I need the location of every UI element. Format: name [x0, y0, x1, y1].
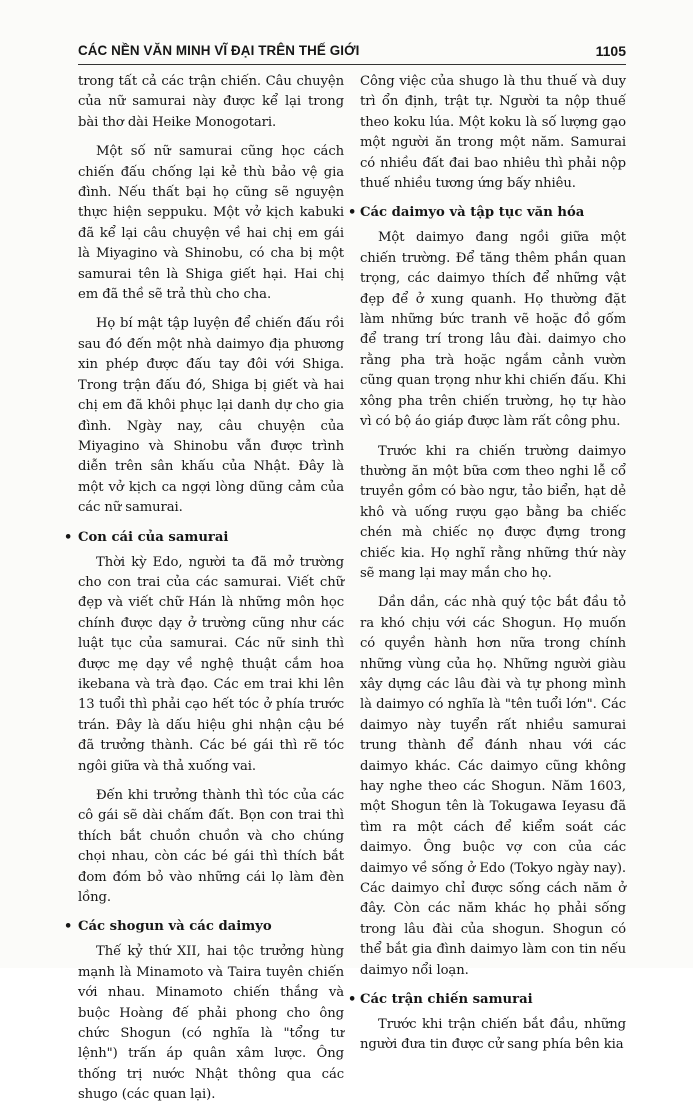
bullet-icon: • — [64, 919, 73, 935]
paragraph: Đến khi trưởng thành thì tóc của các cô gái sẽ dài chấm đất. Bọn con trai thì thích bắt chuồn chuồn và cho chúng chọi nhau, còn các bé gái thì thích bắt đom đóm bỏ vào những cái lọ làm đèn lồng. — [78, 788, 344, 906]
section-heading-text: Con cái của samurai — [78, 529, 229, 545]
section-heading — [64, 528, 344, 548]
section-heading-text: Các trận chiến samurai — [360, 992, 533, 1008]
bullet-icon: • — [348, 992, 357, 1008]
section-heading-text: Các daimyo và tập tục văn hóa — [360, 205, 585, 221]
paragraph: Trước khi ra chiến trường daimyo thường ăn một bữa cơm theo nghi lễ cổ truyền gồm có bào ngư, tảo biển, hạt dẻ khô và uống rượu gạo bằng ba chiếc chén mà chiếc nọ được đựng trong chiếc kia. Họ nghĩ rằng những thứ này sẽ mang lại may mắn cho họ. — [360, 443, 626, 581]
section-heading — [348, 203, 626, 223]
section-heading — [348, 990, 626, 1010]
right-column — [348, 72, 626, 1065]
section-heading — [64, 917, 344, 937]
paragraph: Một daimyo đang ngồi giữa một chiến trường. Để tăng thêm phần quan trọng, các daimyo thích để những vật đẹp để ở xung quanh. Họ thường đặt làm những bức tranh vẽ hoặc đồ gốm để trang trí trong lâu đài. daimyo cho rằng pha trà hoặc ngắm cảnh vườn cũng quan trọng như khi chiến đấu. Khi xông pha trên chiến trường, họ tự hào vì có bộ áo giáp được làm rất công phu. — [360, 230, 626, 430]
paragraph: trong tất cả các trận chiến. Câu chuyện của nữ samurai này được kể lại trong bài thơ dài Heike Monogotari. — [78, 74, 344, 130]
running-header — [78, 40, 626, 65]
paragraph: Thời kỳ Edo, người ta đã mở trường cho con trai của các samurai. Viết chữ đẹp và viết chữ Hán là những môn học chính được dạy ở trường cũng như các luật tục của samurai. Các nữ sinh thì được mẹ dạy về nghệ thuật cắm hoa ikebana và trà đạo. Các em trai khi lên 13 tuổi thì phải cạo hết tóc ở phía trước trán. Đây là dấu hiệu ghi nhận cậu bé đã trưởng thành. Các bé gái thì rẽ tóc ngôi giữa và thả xuống vai. — [78, 554, 344, 774]
paragraph: Thế kỷ thứ XII, hai tộc trưởng hùng mạnh là Minamoto và Taira tuyên chiến với nhau. Minamoto chiến thắng và buộc Hoàng đế phải phong cho ông chức Shogun (có nghĩa là "tổng tư lệnh") trấn áp quân xâm lược. Ông thống trị nước Nhật thông qua các shugo (các quan lại). — [78, 944, 344, 1103]
paragraph: Một số nữ samurai cũng học cách chiến đấu chống lại kẻ thù bảo vệ gia đình. Nếu thất bại họ cũng sẽ nguyện thực hiện seppuku. Một vở kịch kabuki đã kể lại câu chuyện về hai chị em gái là Miyagino và Shinobu, có cha bị một samurai tên là Shiga giết hại. Hai chị em đã thề sẽ trả thù cho cha. — [78, 144, 344, 303]
running-header-title: CÁC NỀN VĂN MINH VĨ ĐẠI TRÊN THẾ GIỚI — [78, 43, 360, 58]
left-column — [64, 72, 344, 1115]
paragraph: Họ bí mật tập luyện để chiến đấu rồi sau đó đến một nhà daimyo địa phương xin phép được đấu tay đôi với Shiga. Trong trận đấu đó, Shiga bị giết và hai chị em đã khôi phục lại danh dự cho gia đình. Ngày nay, câu chuyện của Miyagino và Shinobu vẫn được trình diễn trên sân khấu của Nhật. Đây là một vở kịch ca ngợi lòng dũng cảm của các nữ samurai. — [78, 316, 344, 516]
section-heading-text: Các shogun và các daimyo — [78, 919, 272, 935]
paragraph: Trước khi trận chiến bắt đầu, những người đưa tin được cử sang phía bên kia — [360, 1017, 626, 1053]
page-number: 1105 — [595, 43, 626, 59]
paragraph: Dần dần, các nhà quý tộc bắt đầu tỏ ra khó chịu với các Shogun. Họ muốn có quyền hành hơn nữa trong chính những vùng của họ. Những người giàu xây dựng các lâu đài và tự phong mình là daimyo có nghĩa là "tên tuổi lớn". Các daimyo này tuyển rất nhiều samurai trung thành để đánh nhau với các daimyo khác. Các daimyo cũng không hay nghe theo các Shogun. Năm 1603, một Shogun tên là Tokugawa Ieyasu đã tìm ra một cách để kiểm soát các daimyo. Ông buộc vợ con của các daimyo về sống ở Edo (Tokyo ngày nay). Các daimyo chỉ được sống cách năm ở đây. Còn các năm khác họ phải sống trong lâu đài của shogun. Shogun có thể bắt gia đình daimyo làm con tin nếu daimyo nổi loạn. — [360, 595, 626, 978]
bullet-icon: • — [348, 205, 357, 221]
paragraph: Công việc của shugo là thu thuế và duy trì ổn định, trật tự. Người ta nộp thuế theo koku lúa. Một koku là số lượng gạo một người ăn trong một năm. Samurai có nhiều đất đai bao nhiêu thì phải nộp thuế nhiều tương ứng bấy nhiêu. — [360, 74, 626, 192]
bullet-icon: • — [64, 529, 73, 545]
